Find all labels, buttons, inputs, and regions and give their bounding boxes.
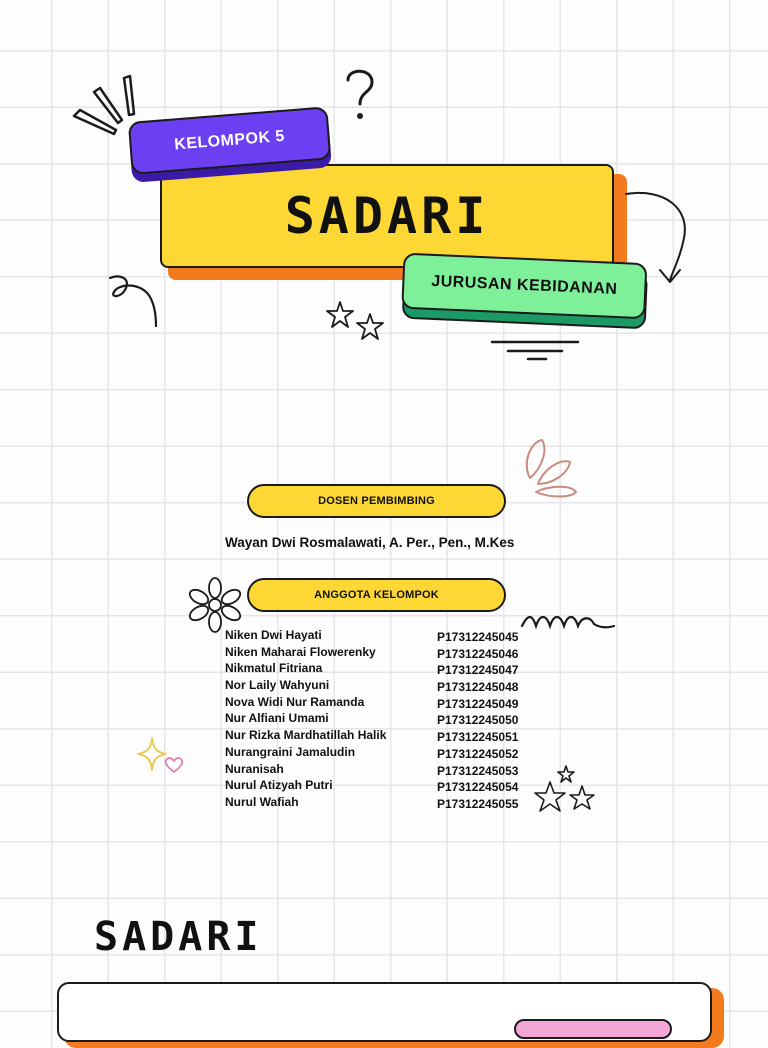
list-item: [225, 744, 545, 761]
underline-doodle-icon: [490, 338, 582, 364]
member-nim: P17312245049: [437, 696, 519, 711]
member-nim: P17312245052: [437, 746, 519, 761]
star-doodle-icon: [326, 300, 386, 342]
department-label: JURUSAN KEBIDANAN: [430, 272, 618, 298]
member-name: Nurul Wafiah: [225, 794, 299, 809]
member-name: Nur Alfiani Umami: [225, 711, 329, 726]
member-nim: P17312245054: [437, 780, 519, 795]
next-card-pill: [514, 1019, 672, 1039]
petal-doodle-icon: [520, 436, 582, 502]
member-nim: P17312245051: [437, 730, 519, 745]
department-badge: [401, 253, 652, 334]
next-page-title: SADARI: [94, 914, 263, 960]
member-name: Niken Dwi Hayati: [225, 628, 322, 642]
list-item: [225, 777, 545, 794]
member-name: Nor Laily Wahyuni: [225, 678, 330, 693]
supervisor-heading-pill: [247, 484, 506, 518]
list-item: [225, 727, 545, 744]
star-doodle-icon: [534, 764, 598, 818]
member-name: Nurul Atizyah Putri: [225, 778, 333, 793]
question-mark-icon: [340, 66, 380, 126]
group-label: KELOMPOK 5: [173, 127, 286, 153]
member-nim: P17312245055: [437, 796, 519, 811]
member-nim: P17312245053: [437, 763, 519, 778]
list-item: [225, 644, 545, 661]
members-list: [225, 627, 545, 811]
member-nim: P17312245045: [437, 630, 519, 644]
list-item: [225, 627, 545, 644]
member-nim: P17312245050: [437, 713, 519, 728]
title-card: [160, 164, 614, 268]
member-nim: P17312245048: [437, 680, 519, 695]
list-item: [225, 660, 545, 677]
list-item: [225, 794, 545, 811]
members-heading-pill: [247, 578, 506, 612]
member-name: Nur Rizka Mardhatillah Halik: [225, 728, 387, 743]
member-nim: P17312245047: [437, 663, 519, 678]
members-heading: ANGGOTA KELOMPOK: [314, 589, 439, 601]
member-name: Niken Maharai Flowerenky: [225, 644, 376, 659]
department-badge-face: [401, 253, 647, 320]
supervisor-name: Wayan Dwi Rosmalawati, A. Per., Pen., M.Kes: [225, 535, 515, 550]
member-nim: P17312245046: [437, 646, 519, 661]
list-item: [225, 710, 545, 727]
squiggle-icon: [108, 272, 164, 332]
sparkle-heart-icon: [136, 736, 184, 776]
member-name: Nuranisah: [225, 761, 284, 776]
list-item: [225, 677, 545, 694]
member-name: Nikmatul Fitriana: [225, 661, 323, 676]
page-title: SADARI: [284, 187, 490, 245]
flower-doodle-icon: [188, 576, 242, 634]
list-item: [225, 694, 545, 711]
member-name: Nova Widi Nur Ramanda: [225, 694, 365, 709]
member-name: Nurangraini Jamaludin: [225, 744, 356, 759]
supervisor-heading: DOSEN PEMBIMBING: [318, 495, 435, 507]
list-item: [225, 761, 545, 778]
